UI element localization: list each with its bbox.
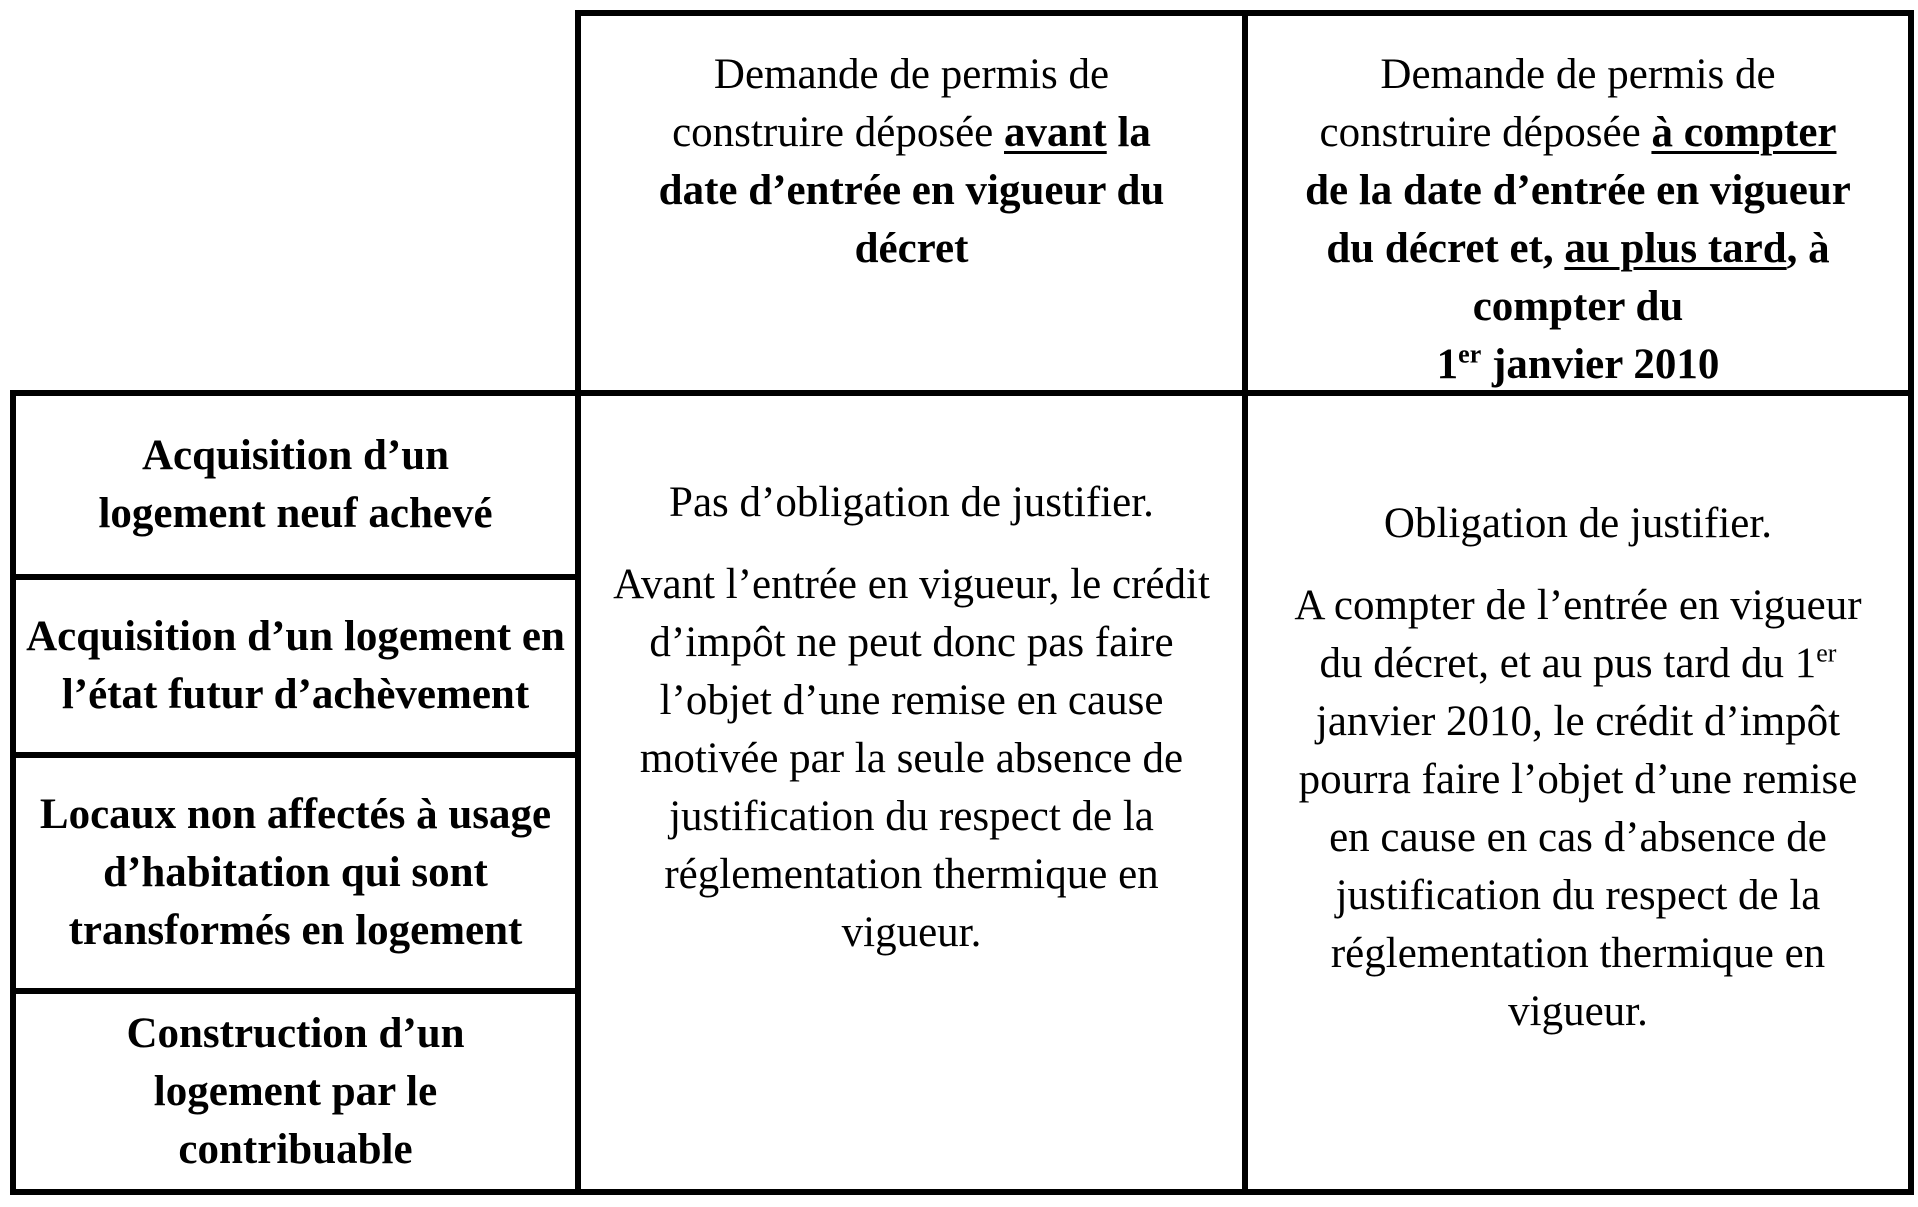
- header-after-date-num: 1: [1436, 341, 1459, 388]
- header-before-line3: date d’entrée en vigueur du: [658, 167, 1165, 214]
- header-before-line2-bold: la: [1106, 109, 1151, 156]
- row-label-4-text: Construction d’un logement par le contribuable: [126, 1009, 465, 1173]
- header-after-line4-bold: du décret et,: [1326, 225, 1565, 272]
- header-before-emph: avant: [1004, 109, 1107, 156]
- header-after-emph-2: au plus tard: [1564, 225, 1787, 272]
- header-before-line2-plain: construire déposée: [672, 109, 1004, 156]
- header-after-line2: [1320, 104, 1837, 162]
- header-before-line4: décret: [854, 225, 969, 272]
- header-after-line4-tail: , à: [1786, 225, 1830, 272]
- row-label-2: [10, 574, 581, 758]
- body-before-lead: Pas d’obligation de justifier.: [669, 478, 1154, 526]
- header-after-line4: [1326, 220, 1829, 278]
- body-before-text: Avant l’entrée en vigueur, le crédit d’impôt ne peut donc pas faire l’objet d’une remise en cause motivée par la seule absence de justification du respect de la réglementation thermique en vigueur.: [613, 560, 1210, 956]
- row-label-4: [10, 988, 581, 1195]
- header-after-line1: Demande de permis de: [1380, 51, 1776, 98]
- header-after-line2-plain: construire déposée: [1319, 109, 1652, 156]
- body-cell-before: [575, 390, 1248, 1195]
- header-before-line1: Demande de permis de: [713, 51, 1110, 98]
- header-before-line2: [672, 104, 1151, 162]
- header-after-line3: de la date d’entrée en vigueur: [1305, 167, 1851, 214]
- row-label-1: [10, 390, 581, 580]
- header-after-date-sup: er: [1458, 339, 1482, 369]
- row-label-1-text: Acquisition d’un logement neuf achevé: [98, 432, 493, 537]
- body-after-text-a: A compter de l’entrée en vigueur du décret, et au pus tard du 1: [1294, 581, 1862, 687]
- row-label-3: [10, 752, 581, 994]
- header-cell-after: [1242, 10, 1914, 396]
- body-cell-after: [1242, 390, 1914, 1195]
- header-after-date-rest: janvier 2010: [1481, 341, 1720, 388]
- body-after-lead: Obligation de justifier.: [1383, 499, 1773, 547]
- row-label-3-text: Locaux non affectés à usage d’habitation qui sont transformés en logement: [39, 791, 552, 954]
- row-label-2-text: Acquisition d’un logement en l’état futur d’achèvement: [26, 613, 565, 718]
- header-after-emph: à compter: [1651, 109, 1837, 156]
- body-after-text-sup: er: [1816, 638, 1837, 668]
- body-after-text-b: janvier 2010, le crédit d’impôt pourra faire l’objet d’une remise en cause en cas d’absence de justification du respect de la réglementation thermique en vigueur.: [1298, 697, 1858, 1035]
- body-after-text: [1273, 577, 1883, 1041]
- header-after-line6: [1437, 336, 1720, 394]
- header-after-line5: compter du: [1472, 283, 1684, 330]
- header-cell-before: [575, 10, 1248, 396]
